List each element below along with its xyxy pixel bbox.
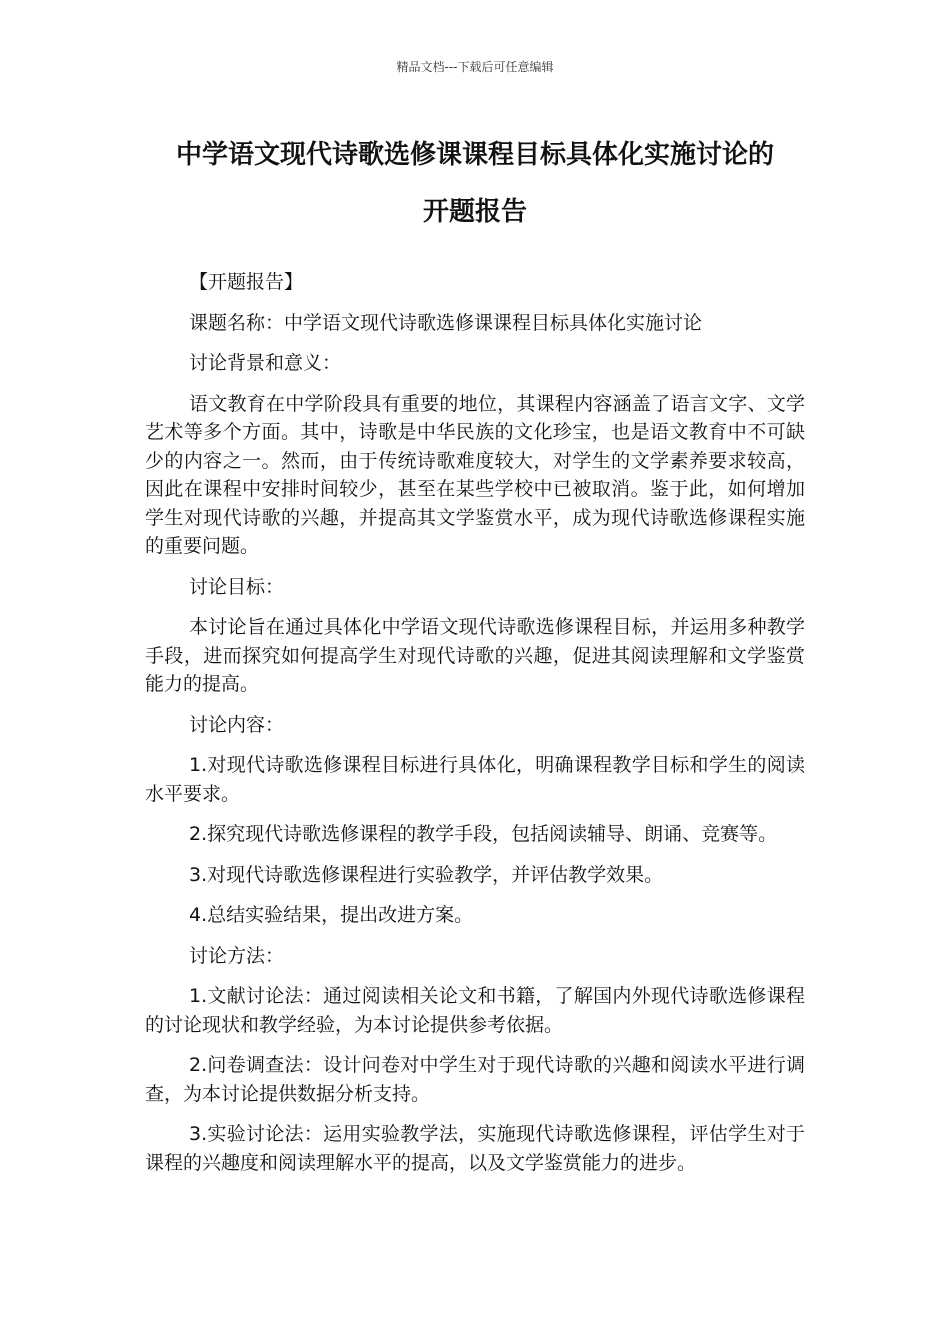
heading-goals: 讨论目标： — [189, 575, 285, 598]
title-line-1: 中学语文现代诗歌选修课课程目标具体化实施讨论的 — [175, 140, 774, 170]
section-label: 【开题报告】 — [189, 271, 304, 293]
method-item: 3.实验讨论法：运用实验教学法，实施现代诗歌选修课程，评估学生对于课程的兴趣度和阅读理解水平的提高，以及文学鉴赏能力的进步。 — [145, 1123, 805, 1174]
method-item: 2.问卷调查法：设计问卷对中学生对于现代诗歌的兴趣和阅读水平进行调查，为本讨论提供数据分析支持。 — [145, 1054, 805, 1105]
method-item: 1.文献讨论法：通过阅读相关论文和书籍，了解国内外现代诗歌选修课程的讨论现状和教学经验，为本讨论提供参考依据。 — [145, 985, 805, 1036]
content-item: 2.探究现代诗歌选修课程的教学手段，包括阅读辅导、朗诵、竞赛等。 — [189, 823, 778, 845]
page-header: 精品文档---下载后可任意编辑 — [396, 60, 554, 74]
content-item: 3.对现代诗歌选修课程进行实验教学，并评估教学效果。 — [189, 863, 664, 886]
heading-background: 讨论背景和意义： — [189, 352, 342, 374]
content-item: 4.总结实验结果，提出改进方案。 — [189, 904, 474, 926]
content-item: 1.对现代诗歌选修课程目标进行具体化，明确课程教学目标和学生的阅读水平要求。 — [145, 754, 805, 805]
topic-name: 课题名称：中学语文现代诗歌选修课课程目标具体化实施讨论 — [189, 311, 703, 334]
background-paragraph: 语文教育在中学阶段具有重要的地位，其课程内容涵盖了语言文字、文学艺术等多个方面。其中，诗歌是中华民族的文化珍宝，也是语文教育中不可缺少的内容之一。然而，由于传统诗歌难度较大，对学生的文学素养要求较高，因此在课程中安排时间较少，甚至在某些学校中已被取消。鉴于此，如何增加学生对现代诗歌的兴趣，并提高其文学鉴赏水平，成为现代诗歌选修课程实施的重要问题。 — [145, 392, 805, 557]
title-line-2: 开题报告 — [422, 197, 527, 227]
heading-methods: 讨论方法： — [189, 944, 285, 967]
goals-paragraph: 本讨论旨在通过具体化中学语文现代诗歌选修课程目标，并运用多种教学手段，进而探究如何提高学生对现代诗歌的兴趣，促进其阅读理解和文学鉴赏能力的提高。 — [145, 616, 805, 695]
document-body — [145, 268, 805, 1189]
heading-content: 讨论内容： — [189, 713, 285, 736]
document-title — [120, 127, 830, 241]
